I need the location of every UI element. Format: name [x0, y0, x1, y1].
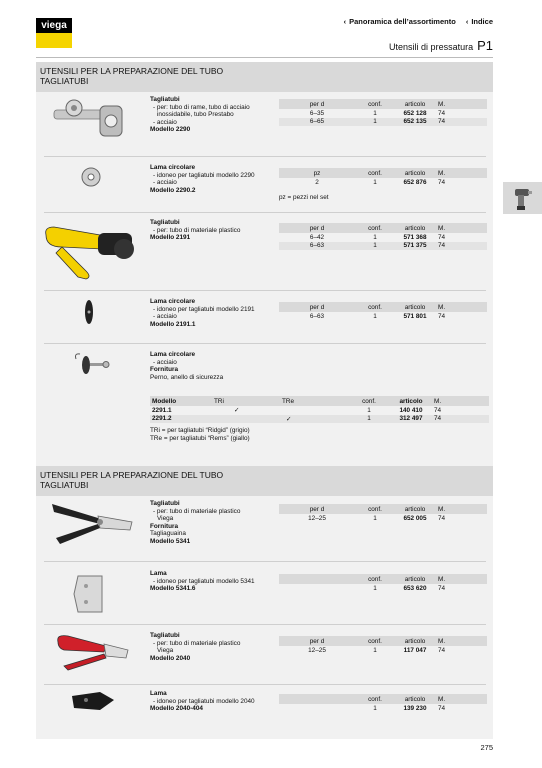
product-name: Lama [150, 570, 167, 577]
blade-image [82, 298, 96, 326]
page-number: 275 [480, 743, 493, 752]
nav-link-index[interactable]: ‹ Indice [466, 17, 493, 26]
spec-line: - per: tubo di rame, tubo di acciaio [153, 103, 250, 111]
product-description [150, 219, 280, 242]
blade-plate-image [72, 572, 108, 616]
model-number: Modello 2290.2 [150, 186, 196, 194]
table-row: 12–25 1 117 047 74 [308, 646, 446, 654]
product-description [150, 96, 280, 134]
spec-line: Viega [157, 515, 174, 523]
logo-text: viega [36, 18, 72, 33]
spec-line: - per: tubo di materiale plastico [153, 639, 241, 647]
product-row [36, 219, 493, 285]
product-row [36, 96, 493, 156]
spec-table: per d conf. articolo M. 12–25 1 117 047 74 [279, 636, 487, 655]
header-divider [36, 57, 493, 58]
product-row [36, 500, 493, 556]
product-description [150, 351, 350, 381]
model-table: Modello TRi TRe conf. articolo M. 2291.1 ✓ 1 140 410 74 2291.2 ✓ 1 312 497 74 [150, 396, 489, 423]
catalog-panel [36, 62, 493, 739]
spec-line: - per: tubo di materiale plastico [153, 507, 241, 515]
row-divider [44, 156, 486, 157]
section-subtitle: TAGLIATUBI [40, 480, 89, 490]
black-blade-image [70, 690, 116, 714]
table-row: 12–25 1 652 005 74 [308, 514, 446, 522]
blade-with-pin-image [72, 351, 112, 379]
table-row: 2 1 652 876 74 [315, 178, 446, 186]
table-row: 6–35 1 652 128 74 [309, 109, 446, 117]
product-name: Lama circolare [150, 164, 196, 171]
product-name: Lama [150, 690, 167, 697]
table-note: pz = pezzi nel set [279, 194, 329, 201]
model-number: Modello 2040-404 [150, 705, 203, 713]
spec-line: - acciaio [153, 118, 177, 126]
pipe-cutter-image [50, 96, 130, 142]
spec-table: per d conf. articolo M. 6–42 1 571 368 74 6–63 1 571 375 74 [279, 223, 487, 250]
product-name: Tagliatubi [150, 219, 180, 226]
product-description [150, 500, 280, 546]
product-description [150, 570, 280, 593]
product-row [36, 570, 493, 622]
table-row: 6–63 1 571 801 74 [309, 312, 446, 320]
spec-line: Viega [157, 647, 174, 655]
nav-link-overview[interactable]: ‹ Panoramica dell’assortimento [344, 17, 456, 26]
spec-line: - idoneo per tagliatubi modello 2191 [153, 305, 255, 313]
spec-table: per d conf. articolo M. 12–25 1 652 005 74 [279, 504, 487, 523]
pipe-scissor-image [48, 500, 138, 546]
row-divider [44, 684, 486, 685]
supply-label: Fornitura [150, 522, 179, 530]
product-row [36, 632, 493, 682]
spec-table: per d conf. articolo M. 6–35 1 652 128 74 6–65 1 652 135 74 [279, 99, 487, 126]
spec-line: inossidabile, tubo Prestabo [157, 111, 234, 119]
product-description [150, 690, 280, 713]
product-name: Lama circolare [150, 298, 196, 305]
product-description [150, 298, 280, 328]
supply-text: Tagliaguaina [150, 530, 186, 538]
spec-line: - idoneo per tagliatubi modello 5341 [153, 577, 255, 585]
page-subtitle: Utensili di pressatura [389, 42, 474, 52]
red-pipe-cutter-image [54, 632, 134, 672]
supply-label: Fornitura [150, 366, 179, 374]
spec-line: - acciaio [153, 179, 177, 187]
top-nav [344, 17, 493, 26]
product-name: Tagliatubi [150, 96, 180, 103]
spec-line: - acciaio [153, 358, 177, 366]
table-row: 2291.2 ✓ 1 312 497 74 [150, 415, 489, 424]
section-title: UTENSILI PER LA PREPARAZIONE DEL TUBO [40, 470, 224, 480]
spec-line: - idoneo per tagliatubi modello 2040 [153, 697, 255, 705]
product-name: Tagliatubi [150, 632, 180, 639]
product-description [150, 632, 280, 662]
plastic-pipe-cutter-image [42, 219, 142, 281]
table-row: 6–42 1 571 368 74 [309, 233, 446, 241]
table-row: 1 139 230 74 [373, 704, 446, 712]
spec-line: - per: tubo di materiale plastico [153, 226, 241, 234]
section-title: UTENSILI PER LA PREPARAZIONE DEL TUBO [40, 66, 224, 76]
model-number: Modello 2191.1 [150, 320, 196, 328]
product-name: Tagliatubi [150, 500, 180, 507]
row-divider [44, 624, 486, 625]
row-divider [44, 561, 486, 562]
product-row [36, 690, 493, 730]
press-tool-icon [503, 182, 542, 214]
viega-logo [36, 18, 72, 48]
cutting-wheel-image [80, 166, 102, 188]
product-description [150, 164, 280, 194]
model-number: Modello 2040 [150, 654, 191, 662]
spec-table: conf. articolo M. 1 139 230 74 [279, 694, 487, 713]
row-divider [44, 212, 486, 213]
row-divider [44, 290, 486, 291]
spec-table: conf. articolo M. 1 653 620 74 [279, 574, 487, 593]
model-number: Modello 5341.6 [150, 585, 196, 593]
model-legend: TRi = per tagliatubi “Ridgid” (grigio) TRe = per tagliatubi “Rems” (giallo) [150, 427, 250, 442]
product-name: Lama circolare [150, 351, 196, 358]
product-row [36, 351, 493, 451]
table-row: 6–65 1 652 135 74 [279, 118, 487, 127]
model-number: Modello 5341 [150, 537, 191, 545]
spec-table: per d conf. articolo M. 6–63 1 571 801 74 [279, 302, 487, 321]
supply-text: Perno, anello di sicurezza [150, 373, 224, 381]
table-row: 1 653 620 74 [373, 584, 446, 592]
table-row: 6–63 1 571 375 74 [279, 242, 487, 251]
page-heading [389, 38, 493, 53]
spec-table: pz conf. articolo M. 2 1 652 876 74 [279, 168, 487, 187]
row-divider [44, 343, 486, 344]
product-row [36, 298, 493, 342]
page-code: P1 [477, 38, 493, 53]
model-number: Modello 2191 [150, 234, 191, 242]
table-row: 2291.1 ✓ 1 140 410 74 [152, 406, 442, 415]
section-header [36, 62, 493, 92]
section-subtitle: TAGLIATUBI [40, 76, 89, 86]
spec-line: - acciaio [153, 313, 177, 321]
section-header [36, 466, 493, 496]
model-number: Modello 2290 [150, 126, 191, 134]
side-tab[interactable] [503, 182, 542, 214]
product-row [36, 164, 493, 208]
spec-line: - idoneo per tagliatubi modello 2290 [153, 171, 255, 179]
